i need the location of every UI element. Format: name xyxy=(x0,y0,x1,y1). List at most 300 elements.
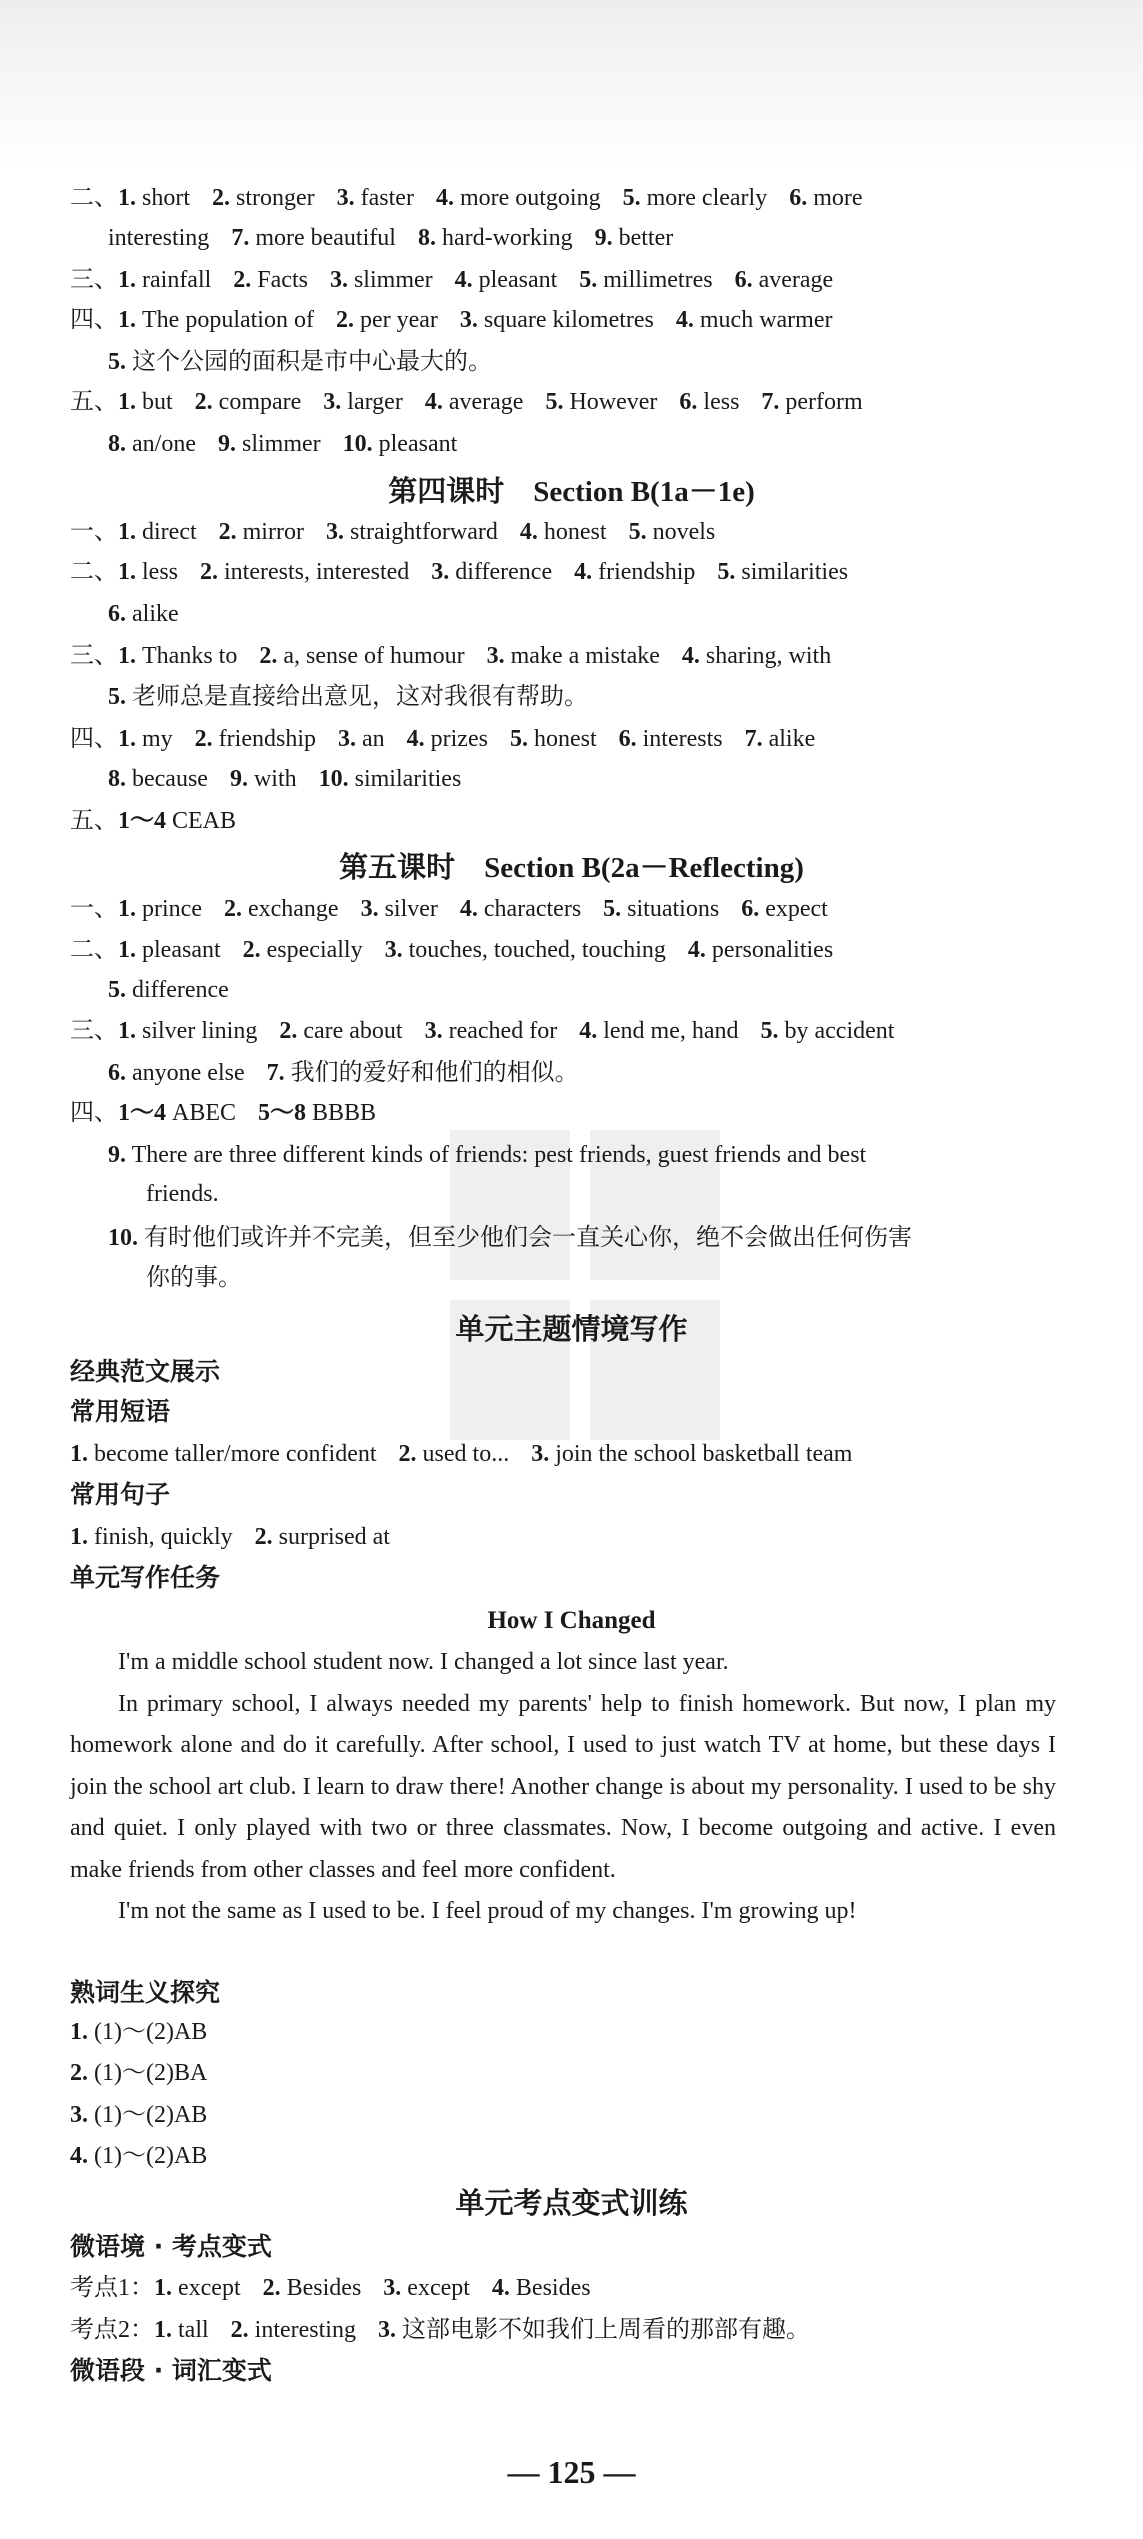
answer-item xyxy=(520,519,607,545)
item-answer: 这个公园的面积是市中心最大的。 xyxy=(132,349,492,375)
item-number: 3. xyxy=(323,389,342,415)
item-answer: 你的事。 xyxy=(146,1265,242,1291)
item-number: 6. xyxy=(734,267,753,293)
item-answer: more outgoing xyxy=(459,185,601,211)
section-label: 单元写作任务 xyxy=(70,1563,221,1592)
item-number: 2. xyxy=(212,185,230,211)
answer-item xyxy=(195,389,302,415)
item-answer: except xyxy=(407,2275,470,2301)
item-answer: (1)～(2)AB xyxy=(94,2019,208,2045)
question-group-label: 三、 xyxy=(70,1018,118,1044)
item-answer: 老师总是直接给出意见，这对我很有帮助。 xyxy=(132,684,588,710)
item-answer: pleasant xyxy=(478,267,558,293)
item-answer: direct xyxy=(142,519,197,545)
answer-item xyxy=(323,389,403,415)
answer-item xyxy=(118,808,236,834)
answer-item xyxy=(118,307,314,333)
item-number: 4. xyxy=(435,185,454,211)
answer-item xyxy=(108,766,208,792)
answer-item xyxy=(118,267,211,293)
item-answer: but xyxy=(142,389,173,415)
item-number: 3. xyxy=(336,185,355,211)
item-number: 7. xyxy=(761,389,780,415)
answer-item xyxy=(745,726,816,752)
item-number: 3. xyxy=(459,307,478,333)
answer-line xyxy=(70,640,831,672)
item-number: 4. xyxy=(574,559,593,585)
item-answer: except xyxy=(178,2275,241,2301)
answer-item xyxy=(154,2317,209,2343)
answer-item xyxy=(679,389,739,415)
answer-item xyxy=(531,1441,852,1467)
item-number: 7. xyxy=(266,1060,285,1086)
item-answer: honest xyxy=(533,726,597,752)
question-group-label: 三、 xyxy=(70,643,118,669)
answer-item xyxy=(326,519,498,545)
section-label: 常用句子 xyxy=(70,1480,171,1509)
item-number: 5～8 xyxy=(258,1100,307,1126)
section-label: 微语段 · 词汇变式 xyxy=(70,2356,272,2385)
answer-item xyxy=(425,1018,558,1044)
item-number: 1. xyxy=(118,937,136,963)
item-answer: interesting xyxy=(108,225,210,251)
item-number: 1. xyxy=(118,559,136,585)
answer-item xyxy=(425,389,524,415)
item-number: 1. xyxy=(118,307,136,333)
answer-item xyxy=(682,643,831,669)
question-group-label: 四、 xyxy=(70,1100,118,1126)
answer-line xyxy=(108,1057,579,1089)
answer-item xyxy=(761,389,862,415)
item-answer: tall xyxy=(178,2317,209,2343)
item-number: 3. xyxy=(384,937,403,963)
item-answer: Facts xyxy=(257,267,308,293)
answer-item xyxy=(231,2317,356,2343)
answer-line xyxy=(70,304,832,336)
item-number: 2. xyxy=(254,1524,273,1550)
item-answer: Besides xyxy=(286,2275,362,2301)
answer-item xyxy=(492,2275,591,2301)
item-number: 3. xyxy=(431,559,450,585)
item-answer: less xyxy=(703,389,740,415)
answer-item xyxy=(436,185,601,211)
item-number: 10. xyxy=(108,1225,138,1251)
answer-item xyxy=(118,519,197,545)
item-number: 5. xyxy=(717,559,736,585)
item-number: 2. xyxy=(194,726,213,752)
answer-line xyxy=(70,2057,207,2089)
item-number: 1. xyxy=(154,2317,172,2343)
item-number: 2. xyxy=(230,2317,249,2343)
answer-line xyxy=(70,2314,810,2346)
item-answer: average xyxy=(758,267,834,293)
answer-item xyxy=(336,307,438,333)
item-answer: stronger xyxy=(236,185,315,211)
item-answer: more beautiful xyxy=(255,225,396,251)
item-number: 5. xyxy=(603,896,622,922)
item-answer: difference xyxy=(132,977,229,1003)
item-answer: slimmer xyxy=(353,267,433,293)
answer-line xyxy=(146,1262,242,1294)
item-answer: (1)～(2)BA xyxy=(94,2060,208,2086)
item-answer: exchange xyxy=(247,896,339,922)
item-answer: interesting xyxy=(254,2317,356,2343)
item-number: 9. xyxy=(108,1142,126,1168)
answer-line xyxy=(108,598,179,630)
item-answer: friendship xyxy=(218,726,316,752)
answer-line xyxy=(108,974,229,1006)
item-number: 5. xyxy=(545,389,564,415)
answer-item xyxy=(108,1060,245,1086)
item-answer: interests xyxy=(642,726,723,752)
answer-line xyxy=(70,934,833,966)
answer-item xyxy=(195,726,316,752)
essay-body xyxy=(70,1642,1056,1933)
answer-line xyxy=(70,2016,207,2048)
section-label: 熟词生义探究 xyxy=(70,1978,221,2007)
item-number: 3. xyxy=(329,267,348,293)
item-number: 4. xyxy=(681,643,700,669)
answer-item xyxy=(259,643,464,669)
answer-line xyxy=(70,2272,591,2304)
item-answer: become taller/more confident xyxy=(94,1441,377,1467)
item-number: 1. xyxy=(118,389,136,415)
answer-item xyxy=(574,559,695,585)
item-answer: There are three different kinds of friends: pest friends, guest friends and best xyxy=(131,1142,867,1168)
item-number: 3. xyxy=(531,1441,550,1467)
question-group-label: 二、 xyxy=(70,937,118,963)
answer-item xyxy=(200,559,409,585)
item-answer: by accident xyxy=(784,1018,895,1044)
answer-item xyxy=(218,431,321,457)
item-number: 2. xyxy=(200,559,218,585)
item-number: 9. xyxy=(594,225,613,251)
item-answer: 我们的爱好和他们的相似。 xyxy=(290,1060,579,1086)
section-heading: 第四课时 Section B(1a－1e) xyxy=(388,476,755,508)
answer-item xyxy=(487,643,660,669)
answer-item xyxy=(118,726,173,752)
item-number: 5. xyxy=(760,1018,779,1044)
item-number: 6. xyxy=(618,726,637,752)
item-answer: novels xyxy=(652,519,716,545)
answer-item xyxy=(460,896,581,922)
answer-item xyxy=(108,431,196,457)
answer-item xyxy=(407,726,488,752)
question-group-label: 一、 xyxy=(70,519,118,545)
answer-item xyxy=(343,431,458,457)
item-number: 1. xyxy=(118,1018,136,1044)
item-answer: personalities xyxy=(711,937,834,963)
answer-item xyxy=(510,726,597,752)
item-number: 4. xyxy=(424,389,443,415)
item-answer: make a mistake xyxy=(510,643,660,669)
item-number: 3. xyxy=(424,1018,443,1044)
item-answer: lend me, hand xyxy=(603,1018,739,1044)
answer-item xyxy=(118,559,178,585)
item-answer: reached for xyxy=(448,1018,558,1044)
answer-item xyxy=(319,766,462,792)
item-answer: friendship xyxy=(598,559,696,585)
answer-item xyxy=(789,185,862,211)
item-number: 4. xyxy=(519,519,538,545)
answer-line xyxy=(70,2099,207,2131)
item-answer: slimmer xyxy=(241,431,321,457)
answer-item xyxy=(70,1441,377,1467)
answer-item xyxy=(108,601,179,627)
answer-line xyxy=(108,346,492,378)
answer-item xyxy=(455,267,558,293)
item-answer: larger xyxy=(347,389,403,415)
answer-item xyxy=(676,307,833,333)
question-group-label: 四、 xyxy=(70,726,118,752)
page-number: — 125 — xyxy=(507,2454,636,2490)
item-answer: (1)～(2)AB xyxy=(94,2143,208,2169)
answer-item xyxy=(224,896,339,922)
item-answer: millimetres xyxy=(603,267,713,293)
answer-item xyxy=(118,1018,257,1044)
item-number: 2. xyxy=(194,389,213,415)
answer-item xyxy=(70,2060,207,2086)
item-answer: faster xyxy=(360,185,414,211)
answer-item xyxy=(741,896,828,922)
item-number: 4. xyxy=(491,2275,510,2301)
item-number: 2. xyxy=(262,2275,281,2301)
item-answer: pleasant xyxy=(142,937,221,963)
item-answer: rainfall xyxy=(142,267,212,293)
item-number: 3. xyxy=(70,2102,88,2128)
item-number: 2. xyxy=(279,1018,298,1044)
answer-item xyxy=(263,2275,362,2301)
answer-item xyxy=(108,1142,866,1168)
item-answer: ABEC xyxy=(172,1100,237,1126)
answer-item xyxy=(431,559,552,585)
answer-item xyxy=(460,307,654,333)
item-answer: (1)～(2)AB xyxy=(94,2102,208,2128)
item-number: 3. xyxy=(337,726,356,752)
essay-paragraph: In primary school, I always needed my parents' help to finish homework. But now, I plan my homework alone and do it carefully. After school, I used to just watch TV at home, but these days I join the school art club. I learn to draw there! Another change is about my personality. I used to be shy and quiet. I only played with two or three classmates. Now, I become outgoing and active. I even make friends from other classes and feel more confident. xyxy=(70,1690,1056,1883)
item-answer: silver lining xyxy=(142,1018,258,1044)
item-answer: alike xyxy=(768,726,816,752)
item-answer: similarities xyxy=(354,766,462,792)
item-answer: perform xyxy=(785,389,863,415)
answer-item xyxy=(118,1100,236,1126)
item-answer: compare xyxy=(218,389,302,415)
answer-line xyxy=(70,182,863,214)
answer-item xyxy=(383,2275,470,2301)
answer-item xyxy=(70,2102,207,2128)
item-answer: especially xyxy=(266,937,363,963)
item-answer: anyone else xyxy=(132,1060,245,1086)
item-number: 3. xyxy=(486,643,505,669)
item-number: 7. xyxy=(744,726,763,752)
answer-line xyxy=(70,893,828,925)
essay-title: How I Changed xyxy=(487,1607,656,1634)
item-number: 3. xyxy=(383,2275,402,2301)
item-answer: more clearly xyxy=(646,185,768,211)
item-number: 1. xyxy=(70,2019,88,2045)
item-number: 4. xyxy=(579,1018,598,1044)
answer-item xyxy=(361,896,438,922)
item-number: 8. xyxy=(108,766,126,792)
item-answer: more xyxy=(813,185,863,211)
item-number: 1. xyxy=(70,1524,88,1550)
question-group-label: 二、 xyxy=(70,559,118,585)
item-number: 9. xyxy=(217,431,236,457)
item-answer: expect xyxy=(765,896,828,922)
item-number: 5. xyxy=(108,349,126,375)
item-answer: 有时他们或许并不完美，但至少他们会一直关心你，绝不会做出任何伤害 xyxy=(144,1225,912,1251)
answer-item xyxy=(418,225,573,251)
answer-line xyxy=(70,2140,207,2172)
item-number: 5. xyxy=(108,977,126,1003)
answer-line xyxy=(70,264,833,296)
item-answer: my xyxy=(142,726,173,752)
answer-line xyxy=(108,1222,912,1254)
item-answer: prince xyxy=(142,896,202,922)
item-answer: honest xyxy=(543,519,607,545)
item-answer: hard-working xyxy=(441,225,573,251)
answer-item xyxy=(108,977,229,1003)
item-number: 1. xyxy=(118,726,136,752)
item-number: 6. xyxy=(108,601,126,627)
item-answer: prizes xyxy=(430,726,488,752)
item-answer: per year xyxy=(359,307,438,333)
item-number: 5. xyxy=(622,185,641,211)
item-number: 8. xyxy=(417,225,436,251)
answer-item xyxy=(108,349,492,375)
answer-line xyxy=(70,516,715,548)
item-number: 1. xyxy=(118,185,136,211)
answer-item xyxy=(595,225,674,251)
answer-item xyxy=(212,185,315,211)
item-number: 2. xyxy=(335,307,354,333)
item-answer: square kilometres xyxy=(483,307,654,333)
answer-item xyxy=(230,766,297,792)
answer-line xyxy=(70,1015,894,1047)
question-group-label: 一、 xyxy=(70,896,118,922)
item-number: 4. xyxy=(687,937,706,963)
answer-line xyxy=(70,386,863,418)
answer-item xyxy=(146,1181,219,1207)
answer-item xyxy=(735,267,834,293)
item-answer: silver xyxy=(384,896,438,922)
section-heading: 单元考点变式训练 xyxy=(455,2188,688,2220)
item-answer: touches, touched, touching xyxy=(408,937,666,963)
item-answer: finish, quickly xyxy=(94,1524,233,1550)
item-number: 1. xyxy=(154,2275,172,2301)
item-number: 2. xyxy=(233,267,252,293)
answer-item xyxy=(603,896,719,922)
item-answer: 这部电影不如我们上周看的那部有趣。 xyxy=(401,2317,810,2343)
answer-line xyxy=(70,1521,390,1553)
item-answer: BBBB xyxy=(312,1100,377,1126)
answer-item xyxy=(338,726,385,752)
answer-item xyxy=(118,389,173,415)
item-answer: difference xyxy=(455,559,553,585)
answer-line xyxy=(70,556,848,588)
item-number: 9. xyxy=(229,766,248,792)
item-number: 2. xyxy=(218,519,237,545)
answer-item xyxy=(330,267,433,293)
item-number: 2. xyxy=(398,1441,417,1467)
item-number: 2. xyxy=(242,937,261,963)
question-group-label: 考点2： xyxy=(70,2317,154,2343)
item-answer: straightforward xyxy=(349,519,498,545)
answer-item xyxy=(619,726,723,752)
item-number: 3. xyxy=(360,896,379,922)
item-number: 4. xyxy=(406,726,425,752)
item-number: 5. xyxy=(108,684,126,710)
question-group-label: 二、 xyxy=(70,185,118,211)
answer-line xyxy=(146,1178,219,1210)
item-answer: with xyxy=(253,766,297,792)
answer-line xyxy=(108,222,673,254)
section-label: 微语境 · 考点变式 xyxy=(70,2232,272,2261)
answer-line xyxy=(70,1097,376,1129)
answer-line xyxy=(108,428,457,460)
answer-line xyxy=(70,805,236,837)
item-number: 4. xyxy=(675,307,694,333)
item-answer: interests, interested xyxy=(224,559,410,585)
answer-item xyxy=(629,519,716,545)
section-label: 常用短语 xyxy=(70,1397,171,1426)
item-number: 1. xyxy=(118,643,136,669)
answer-item xyxy=(545,389,657,415)
item-number: 1. xyxy=(118,896,136,922)
item-answer: an xyxy=(361,726,385,752)
item-answer: Thanks to xyxy=(142,643,238,669)
item-answer: better xyxy=(618,225,674,251)
item-answer: similarities xyxy=(741,559,849,585)
item-number: 10. xyxy=(342,431,373,457)
answer-item xyxy=(761,1018,895,1044)
answer-item xyxy=(688,937,833,963)
answer-item xyxy=(231,225,396,251)
item-number: 2. xyxy=(70,2060,88,2086)
question-group-label: 五、 xyxy=(70,808,118,834)
item-number: 4. xyxy=(459,896,478,922)
item-answer: characters xyxy=(483,896,582,922)
answer-item xyxy=(337,185,414,211)
answer-item xyxy=(118,185,190,211)
item-answer: Besides xyxy=(515,2275,591,2301)
answer-item xyxy=(146,1265,242,1291)
answer-item xyxy=(118,896,202,922)
answer-line xyxy=(108,681,588,713)
answer-item xyxy=(255,1524,390,1550)
answer-item xyxy=(399,1441,510,1467)
answer-item xyxy=(108,684,588,710)
answer-item xyxy=(70,2019,207,2045)
item-number: 6. xyxy=(679,389,698,415)
item-number: 7. xyxy=(231,225,250,251)
section-heading: 单元主题情境写作 xyxy=(455,1314,688,1346)
item-number: 2. xyxy=(259,643,278,669)
question-group-label: 四、 xyxy=(70,307,118,333)
answer-item xyxy=(233,267,308,293)
item-answer: The population of xyxy=(142,307,314,333)
answer-item xyxy=(154,2275,241,2301)
item-answer: friends. xyxy=(146,1181,219,1207)
item-answer: average xyxy=(448,389,524,415)
item-answer: CEAB xyxy=(172,808,237,834)
essay-paragraph: I'm not the same as I used to be. I feel proud of my changes. I'm growing up! xyxy=(118,1898,857,1924)
item-number: 1. xyxy=(118,267,136,293)
answer-item xyxy=(118,643,237,669)
item-answer: less xyxy=(142,559,178,585)
answer-line xyxy=(70,723,815,755)
item-number: 5. xyxy=(628,519,647,545)
